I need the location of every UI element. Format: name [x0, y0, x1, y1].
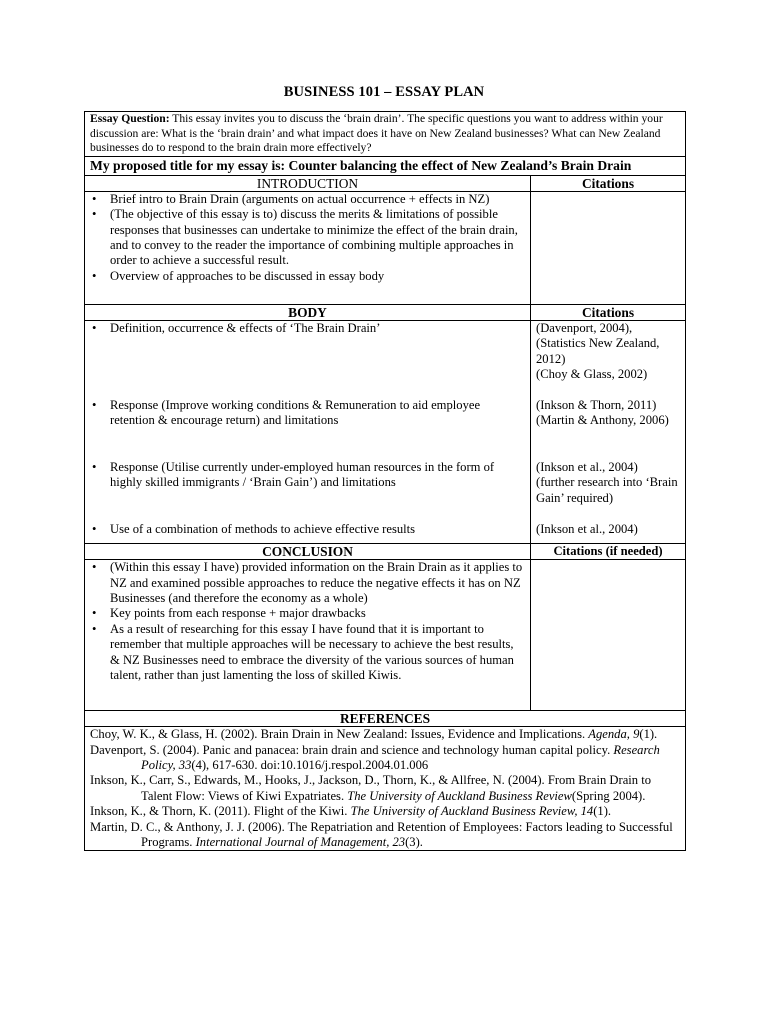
- introduction-header-row: [85, 175, 686, 191]
- reference-item: Inkson, K., & Thorn, K. (2011). Flight of the Kiwi. The University of Auckland Business Review, 14(1).: [90, 804, 612, 819]
- essay-question-label: Essay Question:: [90, 112, 170, 125]
- proposed-title-row: [85, 156, 686, 175]
- essay-question-text: This essay invites you to discuss the ‘brain drain’. The specific questions you want to address within your discussion are: What is the ‘brain drain’ and what impact does it have on New Zealand businesses? What can New Zealand businesses do to respond to the brain drain more effectively?: [90, 112, 663, 155]
- page-title: BUSINESS 101 – ESSAY PLAN: [283, 84, 485, 100]
- list-item: • Brief intro to Brain Drain (arguments on actual occurrence + effects in NZ): [90, 192, 525, 207]
- introduction-content: [85, 191, 531, 304]
- conclusion-heading: CONCLUSION: [85, 544, 531, 560]
- citation: (Davenport, 2004),: [536, 320, 633, 335]
- list-item: • Overview of approaches to be discussed in essay body: [90, 269, 525, 284]
- introduction-citations-heading: Citations: [531, 175, 686, 191]
- reference-item: Martin, D. C., & Anthony, J. J. (2006). The Repatriation and Retention of Employees: Factors leading to Successful Programs. International Journal of Management, 23(3).: [90, 819, 673, 850]
- conclusion-citations-heading: Citations (if needed): [531, 544, 686, 560]
- conclusion-citations: [531, 560, 686, 711]
- essay-plan-table: [84, 111, 686, 851]
- list-item: • Definition, occurrence & effects of ‘The Brain Drain’: [90, 321, 525, 398]
- list-item: • Use of a combination of methods to achieve effective results: [90, 522, 525, 537]
- body-row: [85, 320, 686, 543]
- citation: (Inkson et al., 2004): [536, 459, 638, 474]
- body-citations: [531, 320, 686, 543]
- essay-question: [85, 112, 686, 157]
- body-header-row: [85, 304, 686, 320]
- introduction-row: [85, 191, 686, 304]
- list-item: • As a result of researching for this essay I have found that it is important to remember that multiple approaches will be necessary to achieve the best results, & NZ Businesses need to embrace the diversity of the various sources of human talent, rather than just lamenting the loss of skilled Kiwis.: [90, 622, 525, 684]
- list-item: • (The objective of this essay is to) discuss the merits & limitations of possible responses that businesses can undertake to minimize the effect of the brain drain, and to convey to the reader the importance of combining multiple approaches in order to achieve a successful result.: [90, 207, 525, 269]
- list-item: • Response (Utilise currently under-employed human resources in the form of highly skilled immigrants / ‘Brain Gain’) and limitations: [90, 460, 525, 522]
- citation: (Martin & Anthony, 2006): [536, 413, 669, 428]
- reference-item: Davenport, S. (2004). Panic and panacea: brain drain and science and technology human capital policy. Research Policy, 33(4), 617-630. doi:10.1016/j.respol.2004.01.006: [90, 742, 660, 772]
- list-item: • Key points from each response + major drawbacks: [90, 606, 525, 621]
- body-citations-heading: Citations: [531, 304, 686, 320]
- references-header-row: [85, 711, 686, 727]
- citation: (Inkson et al., 2004): [536, 521, 638, 536]
- references-list: [85, 727, 686, 851]
- question-row: [85, 112, 686, 157]
- references-heading: REFERENCES: [85, 711, 686, 727]
- references-row: [85, 727, 686, 851]
- conclusion-header-row: [85, 544, 686, 560]
- introduction-heading: INTRODUCTION: [85, 175, 531, 191]
- introduction-citations: [531, 191, 686, 304]
- proposed-title: My proposed title for my essay is: Counter balancing the effect of New Zealand’s Brain Drain: [85, 156, 686, 175]
- conclusion-row: [85, 560, 686, 711]
- body-content: [85, 320, 531, 543]
- citation: (Statistics New Zealand, 2012): [536, 336, 660, 366]
- citation: (Inkson & Thorn, 2011): [536, 397, 657, 412]
- citation: (further research into ‘Brain Gain’ required): [536, 475, 678, 505]
- body-heading: BODY: [85, 304, 531, 320]
- conclusion-content: [85, 560, 531, 711]
- reference-item: Inkson, K., Carr, S., Edwards, M., Hooks, J., Jackson, D., Thorn, K., & Allfree, N. (2004). From Brain Drain to Talent Flow: Views of Kiwi Expatriates. The University of Auckland Business Review(Spring 2004).: [90, 773, 652, 803]
- list-item: • (Within this essay I have) provided information on the Brain Drain as it applies to NZ and examined possible approaches to reduce the negative effects it has on NZ Businesses (and therefore the economy as a whole): [90, 560, 525, 606]
- reference-item: Choy, W. K., & Glass, H. (2002). Brain Drain in New Zealand: Issues, Evidence and Implications. Agenda, 9(1).: [90, 727, 658, 742]
- list-item: • Response (Improve working conditions & Remuneration to aid employee retention & encourage return) and limitations: [90, 398, 525, 460]
- citation: (Choy & Glass, 2002): [536, 367, 648, 381]
